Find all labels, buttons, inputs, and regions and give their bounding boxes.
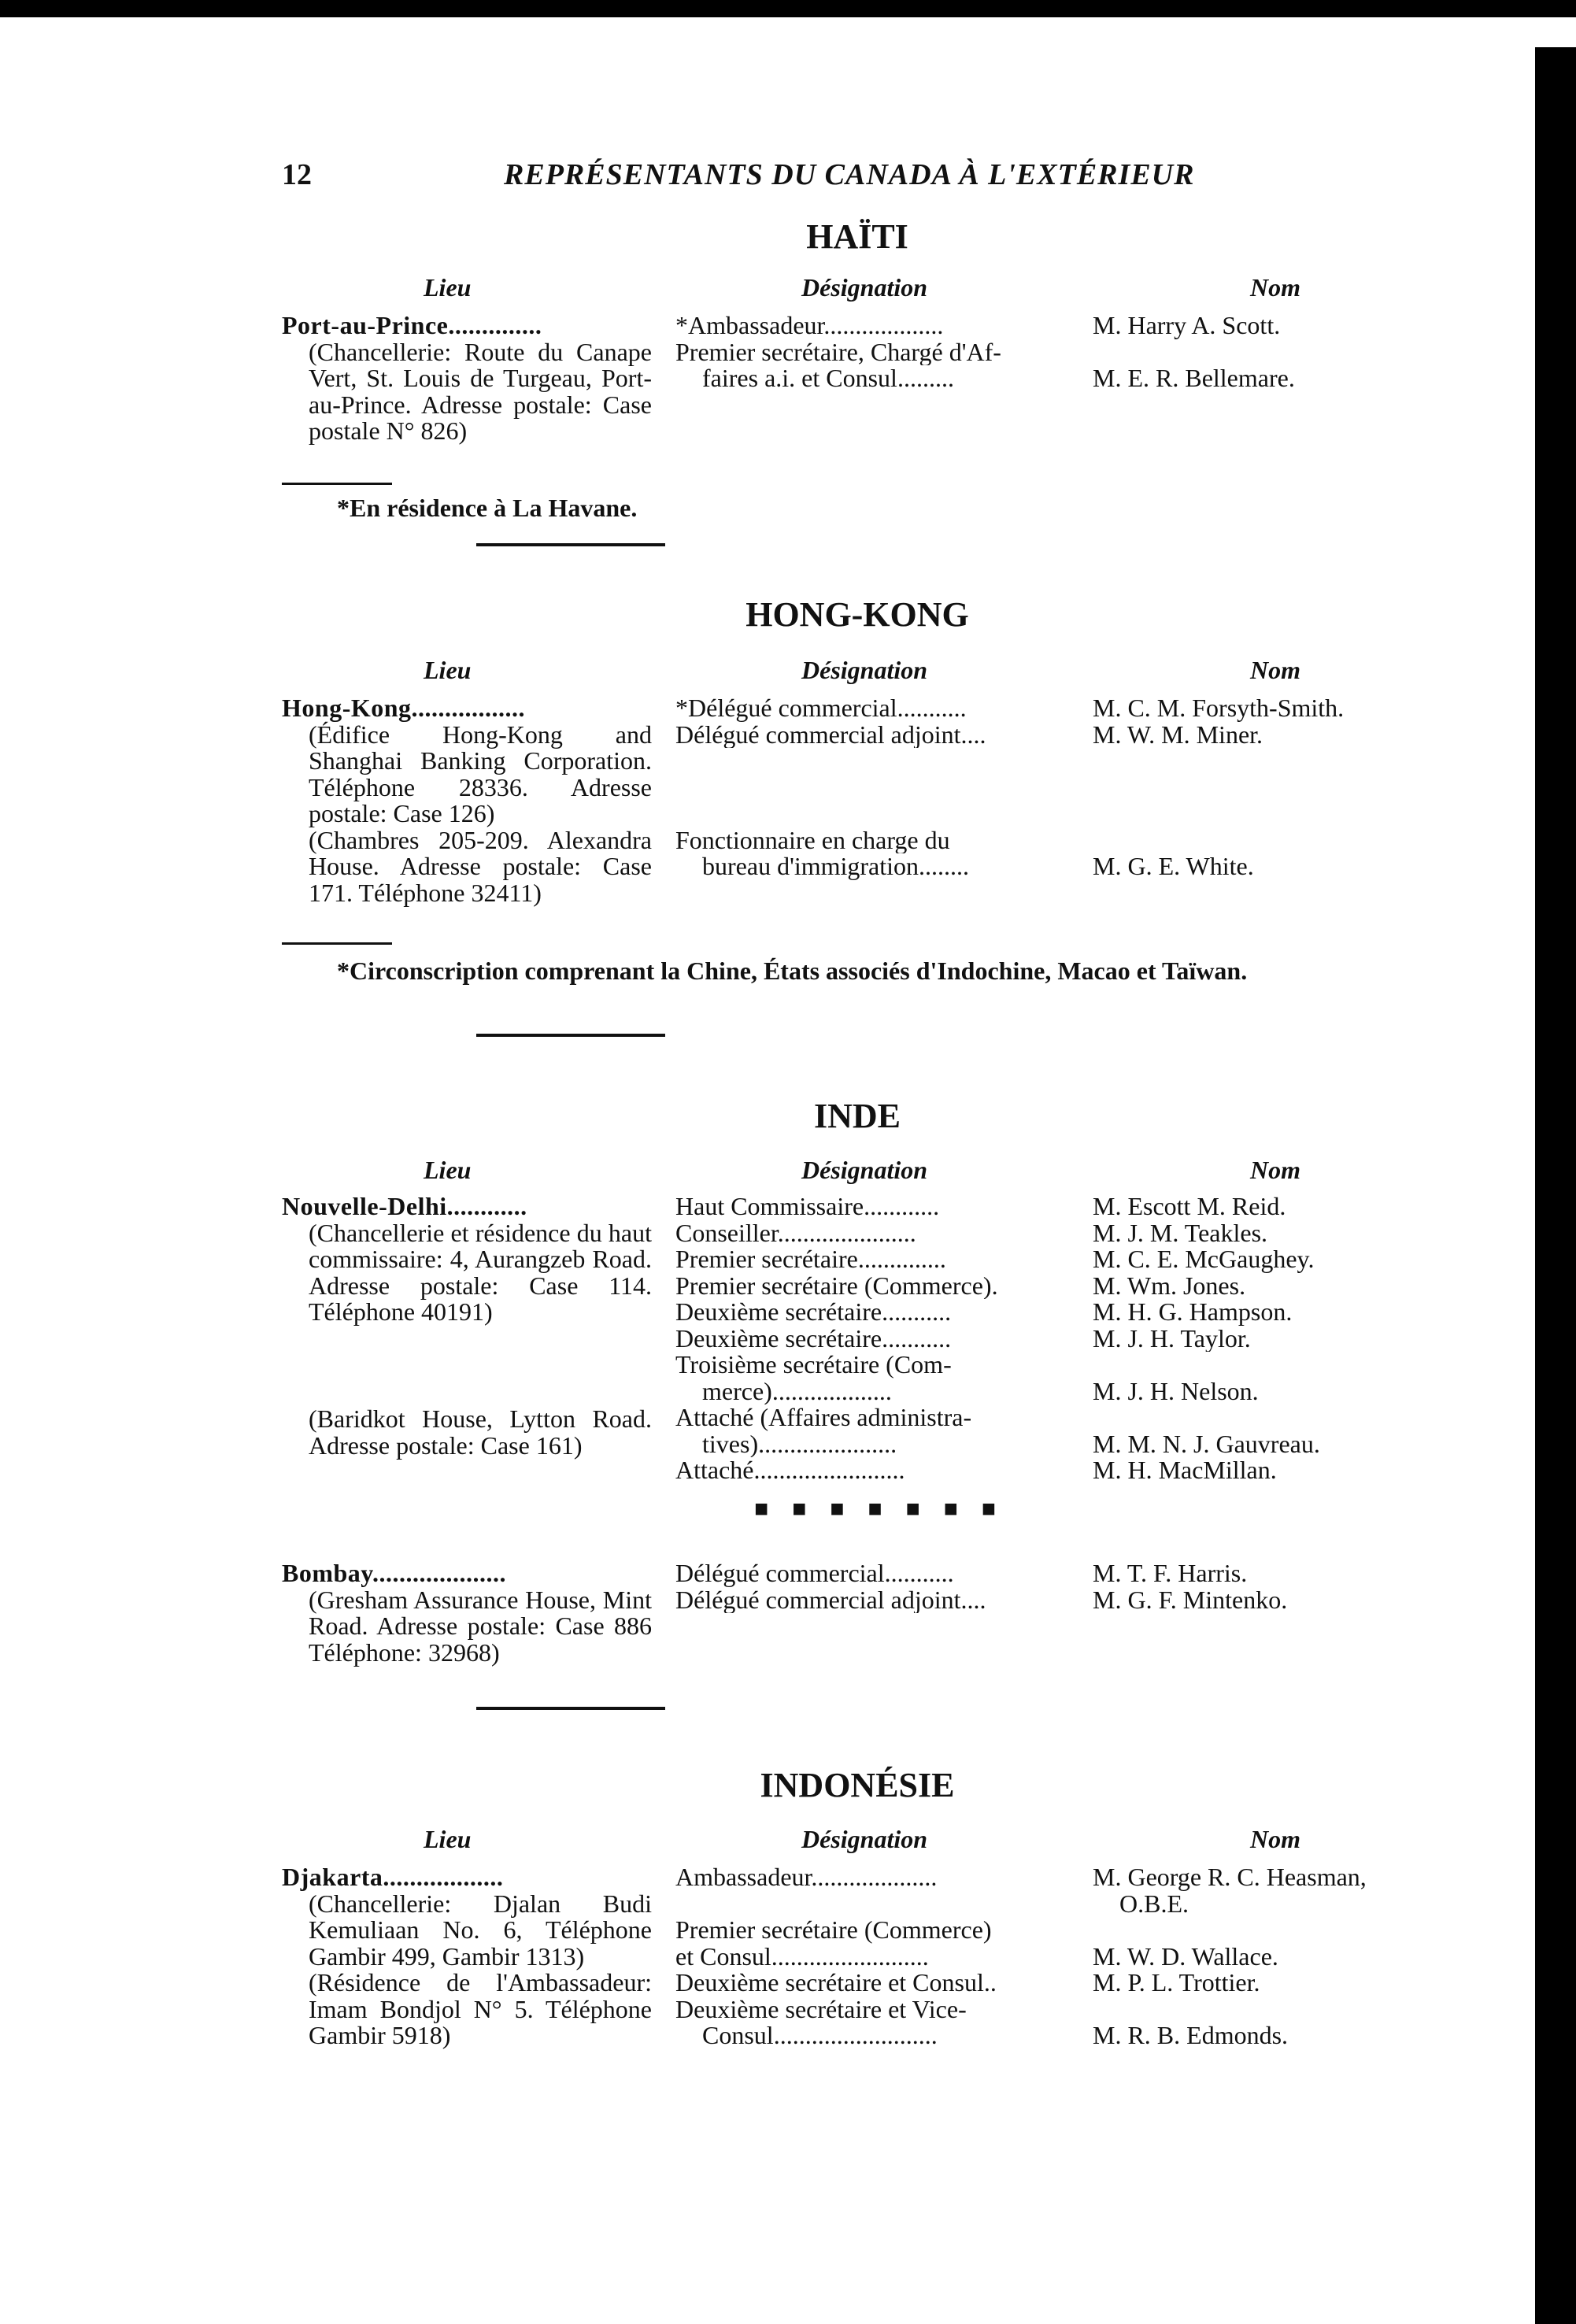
section-title: HONG-KONG [745, 595, 969, 634]
name-item: M. C. E. McGaughey. [1093, 1246, 1315, 1273]
lieu-cell [282, 695, 652, 906]
name-item: M. J. H. Taylor. [1093, 1325, 1251, 1352]
name-item [1093, 748, 1455, 775]
name-item: M. Harry A. Scott. [1093, 313, 1281, 339]
name-item [1093, 1996, 1455, 2023]
designation-item: Deuxième secrétaire et Consul.. [675, 1970, 997, 1996]
name-list [1093, 695, 1455, 880]
name-item: M. T. F. Harris. [1093, 1560, 1248, 1587]
lieu-cell [282, 1406, 652, 1459]
column-header-lieu: Lieu [424, 1156, 472, 1184]
place-name: Djakarta.................. [282, 1863, 504, 1891]
designation-item: Troisième secrétaire (Com- [675, 1352, 952, 1378]
column-header-nom: Nom [1250, 1156, 1300, 1184]
address: (Chancellerie et résidence du haut commissaire: 4, Aurangzeb Road. Adresse postale: Case 114. Téléphone 40191) [309, 1218, 652, 1326]
name-list [1093, 1193, 1455, 1484]
designation-item: Deuxième secrétaire........... [675, 1299, 952, 1326]
designation-item: et Consul......................... [675, 1943, 929, 1970]
name-list [1093, 1560, 1455, 1613]
name-item: M. E. R. Bellemare. [1093, 365, 1295, 392]
designation-item: Attaché (Affaires administra- [675, 1404, 972, 1431]
name-item: M. George R. C. Heasman, [1093, 1864, 1367, 1891]
section-separator [476, 1034, 665, 1037]
running-head: REPRÉSENTANTS DU CANADA À L'EXTÉRIEUR [504, 158, 1195, 191]
name-list [1093, 1864, 1455, 2049]
footnote-rule [282, 483, 392, 485]
place-name: Hong-Kong................. [282, 694, 526, 722]
address: (Gresham Assurance House, Mint Road. Adresse postale: Case 886 Téléphone: 32968) [309, 1585, 652, 1667]
lieu-cell-bombay [282, 1560, 652, 1666]
designation-item: merce)................... [702, 1378, 892, 1404]
address: (Chancellerie: Djalan Budi Kemuliaan No. 6, Téléphone Gambir 499, Gambir 1313) [309, 1889, 652, 1971]
section-inde [282, 1096, 1433, 1694]
column-header-lieu: Lieu [424, 1825, 472, 1853]
name-item: M. W. D. Wallace. [1093, 1943, 1278, 1970]
designation-item: Délégué commercial........... [675, 1560, 954, 1587]
lieu-cell [282, 313, 652, 445]
name-item: M. R. B. Edmonds. [1093, 2022, 1289, 2049]
designation-item: Haut Commissaire............ [675, 1193, 940, 1220]
designation-item: Conseiller...................... [675, 1219, 916, 1246]
name-item: O.B.E. [1119, 1890, 1189, 1917]
column-header-designation: Désignation [801, 1156, 928, 1184]
section-separator [476, 1707, 665, 1710]
designation-item: Attaché........................ [675, 1457, 905, 1484]
designation-item: Consul.......................... [702, 2022, 938, 2049]
column-header-designation: Désignation [801, 273, 928, 302]
address: (Baridkot House, Lytton Road. Adresse postale: Case 161) [309, 1404, 652, 1460]
name-item: M. H. G. Hampson. [1093, 1299, 1293, 1326]
designation-item: faires a.i. et Consul......... [702, 365, 954, 392]
footnote: *En résidence à La Havane. [337, 494, 638, 522]
column-header-lieu: Lieu [424, 656, 472, 684]
address: (Résidence de l'Ambassadeur: Imam Bondjol N° 5. Téléphone Gambir 5918) [309, 1968, 652, 2049]
designation-item: Premier secrétaire.............. [675, 1246, 946, 1273]
designation-item: Deuxième secrétaire et Vice- [675, 1996, 967, 2022]
name-item: M. M. N. J. Gauvreau. [1093, 1430, 1320, 1457]
name-item: M. G. E. White. [1093, 853, 1254, 880]
designation-item: Ambassadeur.................... [675, 1864, 938, 1891]
dot-separator: ■■■■■■■ [754, 1496, 1019, 1522]
column-header-lieu: Lieu [424, 273, 472, 302]
footnote-rule [282, 942, 392, 945]
designation-item: Premier secrétaire, Chargé d'Af- [675, 339, 1001, 365]
address: (Chambres 205-209. Alexandra House. Adresse postale: Case 171. Téléphone 32411) [309, 825, 652, 907]
name-item [1093, 339, 1455, 366]
name-item: M. G. F. Mintenko. [1093, 1586, 1288, 1613]
name-item [1093, 1352, 1455, 1378]
name-item: M. J. H. Nelson. [1093, 1378, 1259, 1404]
column-header-nom: Nom [1250, 656, 1300, 684]
name-item: M. C. M. Forsyth-Smith. [1093, 695, 1345, 722]
name-item: M. J. M. Teakles. [1093, 1219, 1268, 1246]
column-header-nom: Nom [1250, 1825, 1300, 1853]
name-item [1093, 1404, 1455, 1431]
section-title: INDE [813, 1097, 901, 1135]
designation-item: tives)...................... [702, 1430, 897, 1457]
section-hongkong [282, 594, 1433, 988]
name-item: M. Escott M. Reid. [1093, 1193, 1286, 1220]
designation-item: *Délégué commercial........... [675, 695, 967, 722]
designation-item: Premier secrétaire (Commerce) [675, 1917, 992, 1944]
section-separator [476, 543, 665, 546]
section-title: INDONÉSIE [760, 1766, 955, 1804]
designation-item: bureau d'immigration........ [702, 853, 970, 880]
footnote: *Circonscription comprenant la Chine, États associés d'Indochine, Macao et Taïwan. [337, 957, 1248, 985]
section-indonesie [282, 1765, 1433, 2096]
designation-item: Délégué commercial adjoint.... [675, 1586, 986, 1613]
name-list [1093, 313, 1455, 392]
place-name: Port-au-Prince.............. [282, 311, 542, 339]
page-number: 12 [282, 158, 312, 191]
column-header-nom: Nom [1250, 273, 1300, 302]
designation-item: Premier secrétaire (Commerce). [675, 1272, 998, 1299]
lieu-cell [282, 1864, 652, 2049]
column-header-designation: Désignation [801, 656, 928, 684]
name-item: M. Wm. Jones. [1093, 1272, 1246, 1299]
name-item [1093, 1917, 1455, 1944]
name-item: M. H. MacMillan. [1093, 1457, 1277, 1484]
place-name: Bombay.................... [282, 1559, 507, 1587]
lieu-cell [282, 1193, 652, 1326]
section-title: HAÏTI [806, 217, 908, 256]
place-name: Nouvelle-Delhi............ [282, 1192, 527, 1220]
designation-item: Délégué commercial adjoint.... [675, 721, 986, 748]
designation-item: *Ambassadeur................... [675, 313, 944, 339]
designation-item: Deuxième secrétaire........... [675, 1325, 952, 1352]
name-item [1093, 827, 1455, 854]
name-item: M. W. M. Miner. [1093, 721, 1263, 748]
designation-item: Fonctionnaire en charge du [675, 827, 950, 853]
address: (Chancellerie: Route du Canape Vert, St. Louis de Turgeau, Port-au-Prince. Adresse postale: Case postale N° 826) [309, 337, 652, 445]
name-item [1093, 801, 1455, 827]
name-item: M. P. L. Trottier. [1093, 1970, 1260, 1996]
name-item [1093, 775, 1455, 801]
address: (Édifice Hong-Kong and Shanghai Banking Corporation. Téléphone 28336. Adresse postale: Case 126) [309, 720, 652, 827]
column-header-designation: Désignation [801, 1825, 928, 1853]
section-haiti [282, 216, 1433, 531]
